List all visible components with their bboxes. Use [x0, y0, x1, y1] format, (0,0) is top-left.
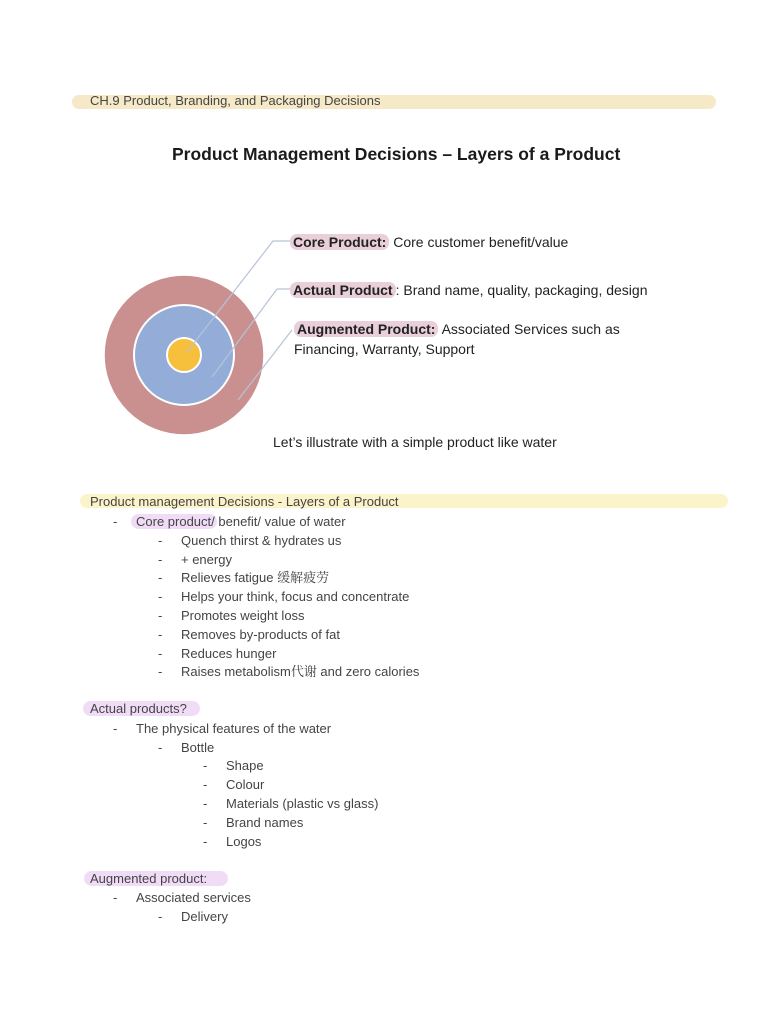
- core-circle: [167, 338, 201, 372]
- figure-title: Product Management Decisions – Layers of a Product: [172, 144, 621, 164]
- chapter-title: CH.9 Product, Branding, and Packaging Decisions: [90, 93, 381, 108]
- list-item: Associated services: [136, 890, 251, 905]
- bullet-dash: -: [113, 721, 118, 736]
- list-item: Promotes weight loss: [181, 608, 305, 623]
- list-item: Logos: [226, 834, 262, 849]
- list-item: Bottle: [181, 740, 215, 755]
- bullet-dash: -: [158, 664, 163, 679]
- bullet-dash: -: [113, 514, 118, 529]
- bullet-dash: -: [158, 627, 163, 642]
- list-item: + energy: [181, 552, 232, 567]
- bullet-dash: -: [203, 834, 208, 849]
- actual-products-heading: Actual products?: [90, 701, 187, 716]
- augmented-product-term: Augmented Product:: [294, 321, 438, 337]
- bullet-dash: -: [158, 909, 163, 924]
- bullet-dash: -: [203, 777, 208, 792]
- core-product-item: [136, 514, 346, 530]
- list-item: The physical features of the water: [136, 721, 332, 736]
- list-item: Raises metabolism代谢 and zero calories: [181, 664, 420, 679]
- augmented-product-heading: Augmented product:: [90, 871, 208, 886]
- bullet-dash: -: [158, 570, 163, 585]
- bullet-dash: -: [113, 890, 118, 905]
- bullet-dash: -: [158, 533, 163, 548]
- illustrate-caption: Let’s illustrate with a simple product like water: [273, 434, 557, 450]
- layers-figure: [95, 130, 685, 470]
- list-item: Quench thirst & hydrates us: [181, 533, 342, 548]
- actual-product-label: [290, 280, 647, 300]
- bullet-dash: -: [158, 740, 163, 755]
- actual-product-desc: : Brand name, quality, packaging, design: [395, 282, 648, 298]
- section-heading: Product management Decisions - Layers of a Product: [90, 494, 399, 509]
- bullet-dash: -: [203, 758, 208, 773]
- bullet-dash: -: [158, 589, 163, 604]
- actual-product-term: Actual Product: [290, 282, 396, 298]
- list-item: Delivery: [181, 909, 228, 924]
- bullet-dash: -: [158, 608, 163, 623]
- layers-diagram: [95, 130, 685, 470]
- list-item: Shape: [226, 758, 264, 773]
- core-product-desc: Core customer benefit/value: [389, 234, 569, 250]
- list-item: Brand names: [226, 815, 304, 830]
- core-product-rest: / benefit/ value of water: [211, 514, 346, 529]
- bullet-dash: -: [158, 646, 163, 661]
- list-item: Relieves fatigue 缓解疲劳: [181, 570, 330, 585]
- bullet-dash: -: [158, 552, 163, 567]
- bullet-dash: -: [203, 796, 208, 811]
- list-item: Materials (plastic vs glass): [226, 796, 379, 811]
- list-item: Removes by-products of fat: [181, 627, 340, 642]
- bullet-dash: -: [203, 815, 208, 830]
- list-item: Helps your think, focus and concentrate: [181, 589, 410, 604]
- core-product-term: Core Product:: [290, 234, 389, 250]
- core-product-label: [290, 232, 568, 252]
- core-product-term-note: Core product: [136, 514, 212, 529]
- list-item: Reduces hunger: [181, 646, 277, 661]
- augmented-product-label: [294, 319, 634, 359]
- list-item: Colour: [226, 777, 265, 792]
- augmented-product-desc: Associated Services such as Financing, Warranty, Support: [294, 321, 620, 357]
